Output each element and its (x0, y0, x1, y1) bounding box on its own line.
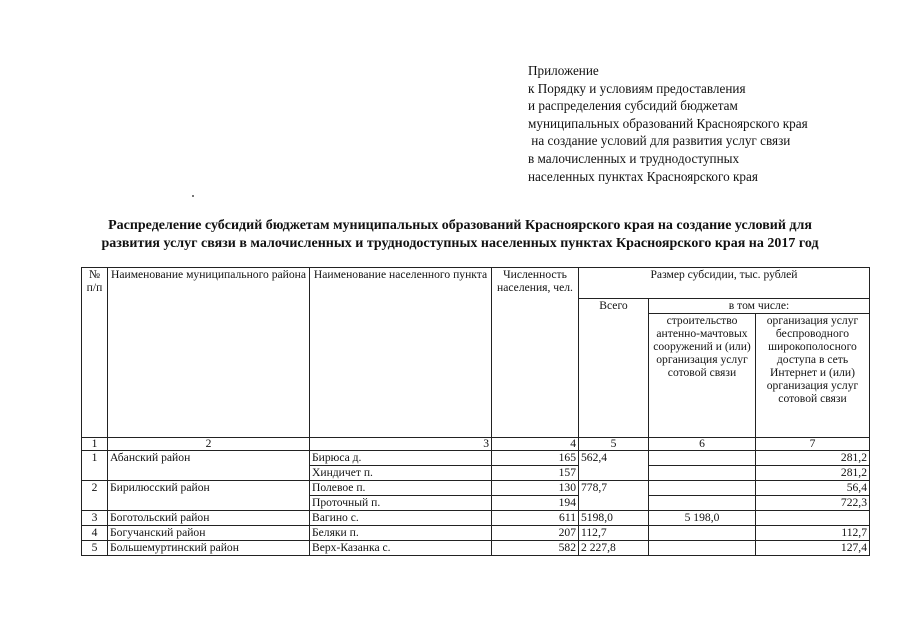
table-row (82, 481, 870, 496)
total-value: 778,7 (579, 481, 649, 511)
appendix-note (528, 62, 808, 185)
header-num: № п/п (82, 268, 108, 438)
column-number: 4 (492, 438, 579, 451)
title-line-1: Распределение субсидий бюджетам муниципальных образований Красноярского края на создание условий для (108, 218, 812, 233)
table-row (82, 541, 870, 556)
broadband-value: 281,2 (756, 451, 870, 466)
column-number: 1 (82, 438, 108, 451)
construction-value (649, 466, 756, 481)
settlement-name: Проточный п. (310, 496, 492, 511)
construction-value: 5 198,0 (649, 511, 756, 526)
settlement-name: Вагино с. (310, 511, 492, 526)
settlement-name: Верх-Казанка с. (310, 541, 492, 556)
construction-value (649, 496, 756, 511)
table-row (82, 511, 870, 526)
document-title (60, 217, 860, 253)
appendix-line: и распределения субсидий бюджетам (528, 98, 738, 114)
district-name: Абанский район (108, 451, 310, 481)
row-number: 2 (82, 481, 108, 511)
district-name: Бирилюсский район (108, 481, 310, 511)
header-settlement: Наименование населенного пункта (310, 268, 492, 438)
column-number: 3 (310, 438, 492, 451)
appendix-line: на создание условий для развития услуг связи (528, 133, 791, 149)
subsidy-table (81, 267, 870, 556)
table-row (82, 451, 870, 466)
population-value: 157 (492, 466, 579, 481)
district-name: Богучанский район (108, 526, 310, 541)
total-value: 112,7 (579, 526, 649, 541)
appendix-line: Приложение (528, 63, 599, 78)
broadband-value (756, 511, 870, 526)
settlement-name: Бирюса д. (310, 451, 492, 466)
column-number: 2 (108, 438, 310, 451)
total-value: 5198,0 (579, 511, 649, 526)
settlement-name: Полевое п. (310, 481, 492, 496)
table-row (82, 526, 870, 541)
header-subsidy: Размер субсидии, тыс. рублей (579, 268, 870, 299)
total-value: 562,4 (579, 451, 649, 481)
settlement-name: Хиндичет п. (310, 466, 492, 481)
appendix-line: в малочисленных и труднодоступных (528, 150, 740, 166)
header-total: Всего (579, 299, 649, 438)
construction-value (649, 526, 756, 541)
appendix-line: населенных пунктах Красноярского края (528, 168, 758, 184)
appendix-line: муниципальных образований Красноярского края (528, 115, 808, 131)
total-value: 2 227,8 (579, 541, 649, 556)
settlement-name: Беляки п. (310, 526, 492, 541)
appendix-line: к Порядку и условиям предоставления (528, 80, 746, 96)
construction-value (649, 481, 756, 496)
row-number: 3 (82, 511, 108, 526)
broadband-value: 281,2 (756, 466, 870, 481)
population-value: 194 (492, 496, 579, 511)
broadband-value: 722,3 (756, 496, 870, 511)
header-including: в том числе: (649, 299, 870, 314)
construction-value (649, 451, 756, 466)
header-population: Численность населения, чел. (492, 268, 579, 438)
row-number: 5 (82, 541, 108, 556)
header-construction: строительство антенно-мачтовых сооружений и (или) организация услуг сотовой связи (649, 314, 756, 438)
header-broadband: организация услуг беспроводного широкополосного доступа в сеть Интернет и (или) организация услуг сотовой связи (756, 314, 870, 438)
population-value: 130 (492, 481, 579, 496)
construction-value (649, 541, 756, 556)
broadband-value: 112,7 (756, 526, 870, 541)
district-name: Боготольский район (108, 511, 310, 526)
row-number: 1 (82, 451, 108, 481)
broadband-value: 127,4 (756, 541, 870, 556)
row-number: 4 (82, 526, 108, 541)
title-line-2: развития услуг связи в малочисленных и труднодоступных населенных пунктах Красноярского края на 2017 год (101, 236, 819, 251)
population-value: 582 (492, 541, 579, 556)
column-number: 7 (756, 438, 870, 451)
broadband-value: 56,4 (756, 481, 870, 496)
column-number: 6 (649, 438, 756, 451)
population-value: 165 (492, 451, 579, 466)
district-name: Большемуртинский район (108, 541, 310, 556)
population-value: 611 (492, 511, 579, 526)
scan-speck (192, 195, 194, 197)
header-district: Наименование муниципального района (108, 268, 310, 438)
population-value: 207 (492, 526, 579, 541)
column-number: 5 (579, 438, 649, 451)
